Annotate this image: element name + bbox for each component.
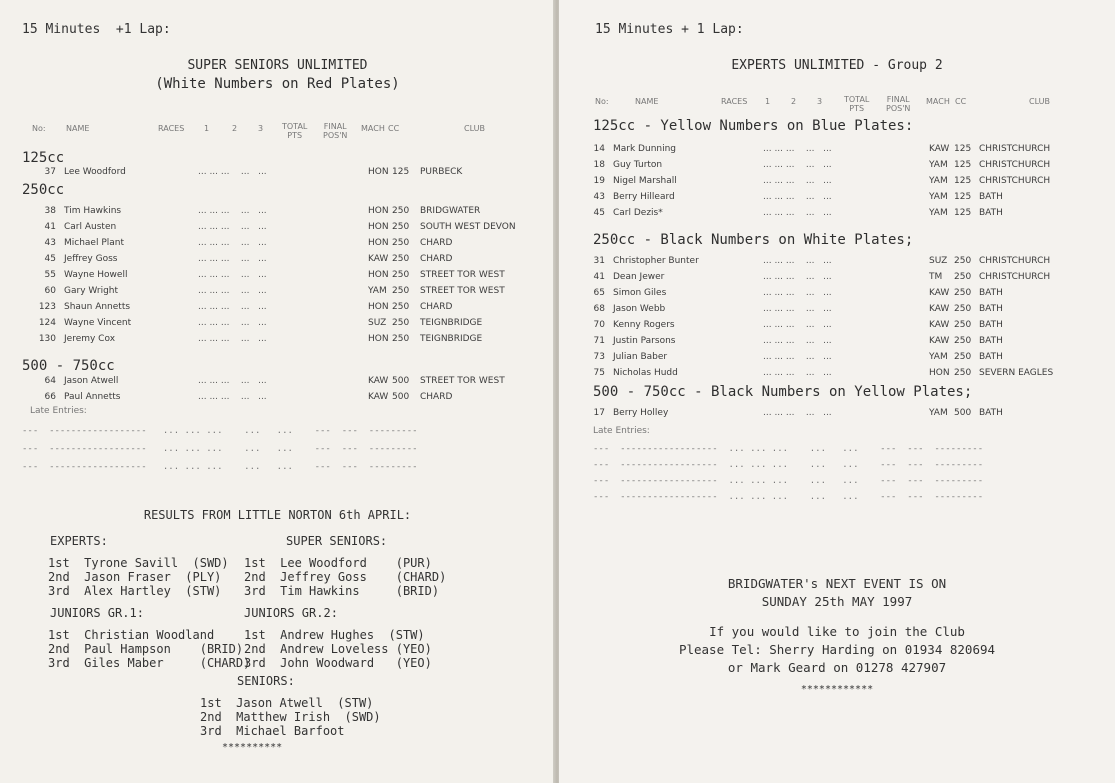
rider-number: 73	[593, 352, 605, 362]
machine-make: YAM	[929, 160, 948, 170]
score-placeholder: ... ... ... ... ...	[763, 144, 832, 154]
section-125cc: 125cc	[22, 150, 65, 166]
col-races: RACES	[158, 124, 185, 133]
result-line: 2nd Matthew Irish (SWD)	[200, 710, 381, 724]
score-placeholder: ... ... ... ... ...	[198, 206, 267, 216]
rider-number: 37	[44, 167, 56, 177]
machine-make: KAW	[368, 392, 389, 402]
col-mach: MACH	[926, 97, 950, 106]
entry-row	[559, 288, 1099, 304]
club-name: TEIGNBRIDGE	[420, 334, 483, 344]
machine-make: HON	[368, 334, 389, 344]
club-name: BRIDGWATER	[420, 206, 481, 216]
score-placeholder: ... ... ... ... ...	[763, 352, 832, 362]
engine-cc: 250	[392, 222, 410, 232]
late-entry-line: --- ------------------ ... ... ... ... ... --- --- ---------	[593, 492, 984, 502]
score-placeholder: ... ... ... ... ...	[198, 392, 267, 402]
result-line: 3rd Giles Maber (CHARD)	[48, 656, 251, 670]
entry-row	[559, 304, 1099, 320]
rider-name: Lee Woodford	[64, 167, 126, 177]
score-placeholder: ... ... ... ... ...	[763, 408, 832, 418]
entry-row	[559, 272, 1099, 288]
rider-name: Christopher Bunter	[613, 256, 699, 266]
rider-number: 31	[593, 256, 605, 266]
late-entries-label: Late Entries:	[30, 406, 87, 416]
late-entries-label: Late Entries:	[593, 426, 650, 436]
entry-row	[0, 302, 540, 318]
rider-number: 60	[44, 286, 56, 296]
machine-make: KAW	[368, 254, 389, 264]
rider-number: 75	[593, 368, 605, 378]
club-name: CHARD	[420, 238, 453, 248]
club-name: PURBECK	[420, 167, 463, 177]
engine-cc: 250	[392, 302, 410, 312]
entry-row	[0, 238, 540, 254]
entry-row	[559, 144, 1099, 160]
result-line: 3rd John Woodward (YEO)	[244, 656, 432, 670]
club-name: CHARD	[420, 392, 453, 402]
club-name: BATH	[979, 208, 1003, 218]
entry-row	[559, 336, 1099, 352]
engine-cc: 500	[954, 408, 972, 418]
rider-name: Julian Baber	[613, 352, 668, 362]
machine-make: YAM	[929, 208, 948, 218]
entry-row	[0, 376, 540, 392]
club-name: BATH	[979, 192, 1003, 202]
entry-row	[559, 256, 1099, 272]
col-race1: 1	[765, 97, 771, 106]
score-placeholder: ... ... ... ... ...	[198, 376, 267, 386]
result-line: 3rd Tim Hawkins (BRID)	[244, 584, 440, 598]
experts-heading: EXPERTS:	[50, 534, 108, 548]
rider-number: 64	[44, 376, 56, 386]
section-250cc: 250cc	[22, 182, 65, 198]
col-total: TOTAL PTS	[844, 95, 870, 113]
machine-make: YAM	[929, 408, 948, 418]
result-line: 1st Andrew Hughes (STW)	[244, 628, 425, 642]
late-entry-line: --- ------------------ ... ... ... ... ... --- --- ---------	[22, 426, 418, 436]
machine-make: SUZ	[368, 318, 387, 328]
club-name: CHRISTCHURCH	[979, 176, 1051, 186]
engine-cc: 250	[392, 254, 410, 264]
col-name: NAME	[66, 124, 90, 133]
col-no: No:	[595, 97, 609, 106]
machine-make: HON	[929, 368, 950, 378]
engine-cc: 125	[954, 192, 972, 202]
rider-name: Justin Parsons	[613, 336, 676, 346]
club-name: BATH	[979, 352, 1003, 362]
entry-row	[559, 176, 1099, 192]
score-placeholder: ... ... ... ... ...	[763, 160, 832, 170]
entry-row	[559, 352, 1099, 368]
club-name: CHRISTCHURCH	[979, 144, 1051, 154]
col-race2: 2	[791, 97, 797, 106]
engine-cc: 500	[392, 376, 410, 386]
machine-make: HON	[368, 238, 389, 248]
rider-name: Berry Holley	[613, 408, 669, 418]
machine-make: HON	[368, 270, 389, 280]
col-club: CLUB	[1029, 97, 1050, 106]
rider-number: 65	[593, 288, 605, 298]
col-no: No:	[32, 124, 46, 133]
rider-number: 38	[44, 206, 56, 216]
entry-row	[559, 192, 1099, 208]
rider-number: 43	[593, 192, 605, 202]
late-entry-line: --- ------------------ ... ... ... ... ... --- --- ---------	[593, 476, 984, 486]
rider-name: Jeffrey Goss	[64, 254, 118, 264]
laps-heading: 15 Minutes + 1 Lap:	[595, 22, 744, 37]
machine-make: HON	[368, 206, 389, 216]
rider-name: Mark Dunning	[613, 144, 677, 154]
club-name: STREET TOR WEST	[420, 286, 505, 296]
rider-name: Nigel Marshall	[613, 176, 677, 186]
next-event-line: BRIDGWATER's NEXT EVENT IS ON	[727, 576, 947, 591]
entry-row	[559, 160, 1099, 176]
machine-make: KAW	[929, 336, 950, 346]
score-placeholder: ... ... ... ... ...	[763, 192, 832, 202]
result-line: 3rd Michael Barfoot	[200, 724, 345, 738]
entry-row	[0, 270, 540, 286]
score-placeholder: ... ... ... ... ...	[198, 334, 267, 344]
result-line: 2nd Andrew Loveless (YEO)	[244, 642, 432, 656]
class-title: SUPER SENIORS UNLIMITED	[187, 58, 368, 73]
late-entry-line: --- ------------------ ... ... ... ... ... --- --- ---------	[22, 462, 418, 472]
engine-cc: 250	[392, 318, 410, 328]
rider-number: 68	[593, 304, 605, 314]
left-page	[0, 0, 555, 783]
engine-cc: 250	[392, 270, 410, 280]
club-name: CHARD	[420, 254, 453, 264]
engine-cc: 250	[954, 320, 972, 330]
score-placeholder: ... ... ... ... ...	[763, 208, 832, 218]
entry-row	[0, 286, 540, 302]
rider-name: Shaun Annetts	[64, 302, 131, 312]
engine-cc: 250	[954, 288, 972, 298]
club-name: BATH	[979, 288, 1003, 298]
engine-cc: 500	[392, 392, 410, 402]
rider-name: Tim Hawkins	[64, 206, 122, 216]
rider-name: Berry Hilleard	[613, 192, 675, 202]
col-final: FINAL POS'N	[323, 122, 348, 140]
col-race2: 2	[232, 124, 238, 133]
result-line: 2nd Jason Fraser (PLY)	[48, 570, 222, 584]
rider-number: 18	[593, 160, 605, 170]
rider-name: Carl Dezis*	[613, 208, 663, 218]
col-mach: MACH	[361, 124, 385, 133]
rider-name: Paul Annetts	[64, 392, 121, 402]
entry-row	[559, 320, 1099, 336]
entry-row	[559, 208, 1099, 224]
score-placeholder: ... ... ... ... ...	[763, 336, 832, 346]
late-entry-line: --- ------------------ ... ... ... ... ... --- --- ---------	[593, 460, 984, 470]
score-placeholder: ... ... ... ... ...	[198, 222, 267, 232]
col-name: NAME	[635, 97, 659, 106]
engine-cc: 250	[954, 368, 972, 378]
juniors-gr1-heading: JUNIORS GR.1:	[50, 606, 144, 620]
rider-name: Jason Atwell	[64, 376, 119, 386]
club-name: BATH	[979, 336, 1003, 346]
col-total: TOTAL PTS	[282, 122, 308, 140]
score-placeholder: ... ... ... ... ...	[198, 270, 267, 280]
rider-number: 123	[38, 302, 56, 312]
entry-row	[559, 408, 1099, 424]
club-name: TEIGNBRIDGE	[420, 318, 483, 328]
entry-row	[0, 254, 540, 270]
rider-number: 14	[593, 144, 605, 154]
entry-row	[0, 206, 540, 222]
engine-cc: 125	[392, 167, 410, 177]
score-placeholder: ... ... ... ... ...	[763, 288, 832, 298]
score-placeholder: ... ... ... ... ...	[763, 176, 832, 186]
stars-divider: **********	[222, 742, 283, 753]
club-name: SOUTH WEST DEVON	[420, 222, 516, 232]
entry-row	[559, 368, 1099, 384]
score-placeholder: ... ... ... ... ...	[763, 368, 832, 378]
engine-cc: 250	[954, 256, 972, 266]
result-line: 1st Lee Woodford (PUR)	[244, 556, 432, 570]
stars-divider: ************	[800, 684, 874, 695]
rider-number: 43	[44, 238, 56, 248]
machine-make: KAW	[929, 320, 950, 330]
results-title: RESULTS FROM LITTLE NORTON 6th APRIL:	[143, 508, 412, 522]
col-races: RACES	[721, 97, 748, 106]
rider-number: 17	[593, 408, 605, 418]
machine-make: KAW	[929, 304, 950, 314]
super-seniors-heading: SUPER SENIORS:	[286, 534, 388, 548]
score-placeholder: ... ... ... ... ...	[198, 318, 267, 328]
score-placeholder: ... ... ... ... ...	[763, 272, 832, 282]
entry-row	[0, 318, 540, 334]
entry-row	[0, 334, 540, 350]
engine-cc: 125	[954, 160, 972, 170]
club-name: STREET TOR WEST	[420, 270, 505, 280]
engine-cc: 250	[392, 206, 410, 216]
engine-cc: 250	[954, 352, 972, 362]
rider-name: Carl Austen	[64, 222, 117, 232]
entry-row	[0, 167, 540, 183]
rider-name: Jason Webb	[613, 304, 666, 314]
machine-make: YAM	[929, 176, 948, 186]
club-name: CHRISTCHURCH	[979, 160, 1051, 170]
machine-make: SUZ	[929, 256, 948, 266]
club-name: BATH	[979, 304, 1003, 314]
rider-number: 66	[44, 392, 56, 402]
machine-make: YAM	[368, 286, 387, 296]
section-500cc: 500 - 750cc - Black Numbers on Yellow Plates;	[593, 384, 973, 400]
result-line: 3rd Alex Hartley (STW)	[48, 584, 222, 598]
machine-make: YAM	[929, 352, 948, 362]
rider-name: Jeremy Cox	[64, 334, 116, 344]
score-placeholder: ... ... ... ... ...	[198, 238, 267, 248]
section-125cc: 125cc - Yellow Numbers on Blue Plates:	[593, 118, 914, 134]
machine-make: HON	[368, 302, 389, 312]
next-event-date: SUNDAY 25th MAY 1997	[761, 594, 913, 609]
score-placeholder: ... ... ... ... ...	[198, 302, 267, 312]
club-name: BATH	[979, 320, 1003, 330]
col-race1: 1	[204, 124, 210, 133]
engine-cc: 125	[954, 176, 972, 186]
engine-cc: 125	[954, 144, 972, 154]
machine-make: HON	[368, 167, 389, 177]
engine-cc: 250	[954, 336, 972, 346]
result-line: 2nd Paul Hampson (BRID)	[48, 642, 244, 656]
engine-cc: 250	[392, 238, 410, 248]
rider-name: Wayne Vincent	[64, 318, 132, 328]
score-placeholder: ... ... ... ... ...	[198, 254, 267, 264]
rider-name: Kenny Rogers	[613, 320, 675, 330]
rider-number: 71	[593, 336, 605, 346]
machine-make: KAW	[368, 376, 389, 386]
col-final: FINAL POS'N	[886, 95, 911, 113]
machine-make: KAW	[929, 288, 950, 298]
score-placeholder: ... ... ... ... ...	[198, 167, 267, 177]
late-entry-line: --- ------------------ ... ... ... ... ... --- --- ---------	[22, 444, 418, 454]
col-club: CLUB	[464, 124, 485, 133]
result-line: 1st Jason Atwell (STW)	[200, 696, 374, 710]
rider-number: 124	[38, 318, 56, 328]
entry-row	[0, 222, 540, 238]
rider-number: 45	[44, 254, 56, 264]
late-entry-line: --- ------------------ ... ... ... ... ... --- --- ---------	[593, 444, 984, 454]
result-line: 2nd Jeffrey Goss (CHARD)	[244, 570, 447, 584]
club-name: CHRISTCHURCH	[979, 256, 1051, 266]
class-title: EXPERTS UNLIMITED - Group 2	[731, 58, 943, 73]
seniors-heading: SENIORS:	[237, 674, 295, 688]
rider-name: Simon Giles	[613, 288, 667, 298]
rider-number: 130	[38, 334, 56, 344]
machine-make: HON	[368, 222, 389, 232]
score-placeholder: ... ... ... ... ...	[763, 320, 832, 330]
laps-heading: 15 Minutes +1 Lap:	[22, 22, 171, 37]
section-500cc: 500 - 750cc	[22, 358, 115, 374]
engine-cc: 125	[954, 208, 972, 218]
rider-number: 19	[593, 176, 605, 186]
club-name: STREET TOR WEST	[420, 376, 505, 386]
club-name: BATH	[979, 408, 1003, 418]
rider-name: Nicholas Hudd	[613, 368, 678, 378]
rider-number: 70	[593, 320, 605, 330]
score-placeholder: ... ... ... ... ...	[763, 304, 832, 314]
rider-name: Michael Plant	[64, 238, 125, 248]
club-name: CHARD	[420, 302, 453, 312]
result-line: 1st Tyrone Savill (SWD)	[48, 556, 229, 570]
rider-name: Gary Wright	[64, 286, 119, 296]
result-line: 1st Christian Woodland	[48, 628, 215, 642]
club-name: SEVERN EAGLES	[979, 368, 1054, 378]
club-name: CHRISTCHURCH	[979, 272, 1051, 282]
engine-cc: 250	[392, 286, 410, 296]
score-placeholder: ... ... ... ... ...	[198, 286, 267, 296]
join-contact-line: or Mark Geard on 01278 427907	[727, 660, 947, 675]
engine-cc: 250	[392, 334, 410, 344]
rider-number: 55	[44, 270, 56, 280]
engine-cc: 250	[954, 304, 972, 314]
score-placeholder: ... ... ... ... ...	[763, 256, 832, 266]
col-cc: CC	[955, 97, 967, 106]
col-race3: 3	[258, 124, 264, 133]
rider-number: 41	[593, 272, 605, 282]
rider-name: Guy Turton	[613, 160, 663, 170]
col-race3: 3	[817, 97, 823, 106]
machine-make: YAM	[929, 192, 948, 202]
right-page	[559, 0, 1115, 783]
juniors-gr2-heading: JUNIORS GR.2:	[244, 606, 338, 620]
rider-number: 45	[593, 208, 605, 218]
join-club-line: If you would like to join the Club	[709, 624, 965, 639]
class-subtitle: (White Numbers on Red Plates)	[155, 76, 400, 92]
rider-name: Wayne Howell	[64, 270, 128, 280]
col-cc: CC	[388, 124, 400, 133]
engine-cc: 250	[954, 272, 972, 282]
machine-make: KAW	[929, 144, 950, 154]
rider-name: Dean Jewer	[613, 272, 665, 282]
rider-number: 41	[44, 222, 56, 232]
machine-make: TM	[929, 272, 943, 282]
section-250cc: 250cc - Black Numbers on White Plates;	[593, 232, 914, 248]
join-contact-line: Please Tel: Sherry Harding on 01934 820694	[678, 642, 996, 657]
